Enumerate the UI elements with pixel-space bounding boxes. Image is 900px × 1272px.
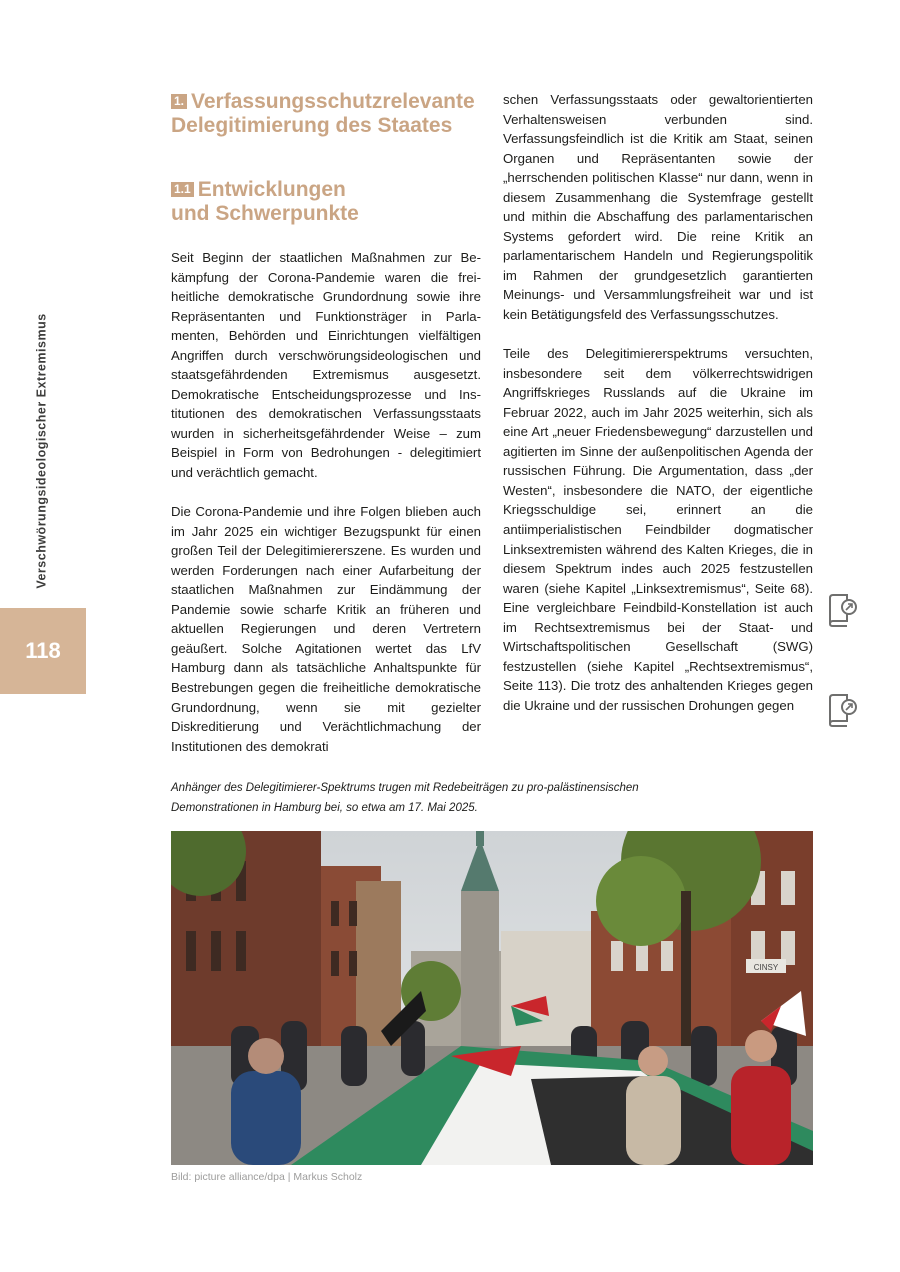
photo-credit: Bild: picture alliance/dpa | Markus Scholz bbox=[171, 1171, 363, 1183]
caption-line-1: Anhänger des Delegitimierer-Spektrums trugen mit Redebeiträgen zu pro-palästinensischen bbox=[171, 782, 639, 794]
figure-caption bbox=[171, 778, 811, 818]
demonstration-photo bbox=[171, 831, 813, 1165]
chapter-number-badge: 1. bbox=[171, 94, 187, 109]
body-paragraph: Seit Beginn der staatlichen Maßnahmen zur Bekämpfung der Corona-Pandemie waren die freiheitliche demokratische Grundordnung sowie ihre Repräsentanten und Funktionsträger in Parlamenten, Behörden und Einrichtungen vielfältigen Angriffen durch verschwörungsideologischen und staatsgefährdenden Extremismus ausgesetzt. Demokratische Entscheidungsprozesse und Institutionen des demokratischen Verfassungsstaats wurden in sicherheitsgefährdender Weise – zum Beispiel in Form von Bedrohungen - delegitimiert und verächtlich gemacht. bbox=[171, 250, 481, 481]
body-paragraph: schen Verfassungsstaats oder gewaltorientierten Verhaltensweisen verbunden sind. Verfassungsfeindlich ist die Kritik am Staat, seinen Organen und Repräsentanten sowie der „herrschenden politischen Klasse“ nur dann, wenn in diesem Zusammenhang die Systemfrage gestellt und mithin die Abschaffung des parlamentarischen Systems gefordert wird. Die reine Kritik an parlamentarischem Handeln und Regierungspolitik im Rahmen der grundgesetzlich garantierten Meinungs- und Versammlungsfreiheit war und ist kein Betätigungsfeld des Verfassungsschutzes. bbox=[503, 92, 813, 323]
section-label bbox=[18, 310, 66, 592]
section-heading bbox=[171, 178, 481, 226]
caption-line-2: Demonstrationen in Hamburg bei, so etwa am 17. Mai 2025. bbox=[171, 802, 478, 814]
book-link-icon[interactable] bbox=[825, 693, 857, 727]
storefront-sign: CINSY bbox=[753, 963, 779, 972]
section-number-badge: 1.1 bbox=[171, 182, 194, 197]
body-paragraph: Teile des Delegitimiererspektrums versuchten, insbesondere seit dem völkerrechtswidrigen Angriffskrieges Russlands auf die Ukraine im Februar 2022, auch im Jahr 2025 weiterhin, sich als eine Art „neuer Friedensbewegung“ darzustellen und agitierten im Sinne der außenpolitischen Agenda der russischen Führung. Die Argumentation, dass „der Westen“, insbesondere die NATO, der eigentliche Kriegsschuldige sei, erinnert an die antiimperialistischen Feindbilder dogmatischer Linksextremisten während des Kalten Krieges, die in diesem Spektrum indes auch 2025 festzustellen waren (siehe Kapitel „Linksextremismus“, Seite 68). Eine vergleichbare Feindbild-Konstellation ist auch im Rechtsextremismus bei der Staat- und Wirtschaftspolitischen Gesellschaft (SWG) festzustellen (siehe Kapitel „Rechtsextremismus“, Seite 113). Die trotz des anhaltenden Krieges gegen die Ukraine und der russischen Drohungen gegen bbox=[503, 346, 813, 713]
section-title-line-2: und Schwerpunkte bbox=[171, 202, 359, 225]
section-label-text: Verschwörungsideologischer Extremismus bbox=[35, 313, 49, 589]
body-paragraph: Die Corona-Pandemie und ihre Folgen blieben auch im Jahr 2025 ein wichtiger Bezugspunkt für einen großen Teil der Delegitimiererszene. Es wurden und werden Forderungen nach einer Aufarbeitung der staatlichen Maßnahmen zur Eindämmung der Pandemie sowie scharfe Kritik an früheren und aktuellen Regierungen und deren Vertretern geäußert. Solche Agitationen wertet das LfV Hamburg dann als tatsächliche Anhaltspunkte für Bestrebungen gegen die freiheitliche demokratische Grundordnung, wenn sie mit gezielter Diskreditierung und Verächtlichmachung der Institutionen des demokrati bbox=[171, 504, 481, 754]
section-title-line-1: Entwicklungen bbox=[197, 178, 346, 201]
chapter-title: Verfassungsschutzrelevante Delegitimierung des Staates bbox=[171, 90, 475, 137]
chapter-heading bbox=[171, 90, 481, 138]
left-column bbox=[171, 90, 481, 756]
book-link-icon[interactable] bbox=[825, 593, 857, 627]
page-number: 118 bbox=[0, 608, 86, 694]
right-column bbox=[503, 90, 813, 716]
